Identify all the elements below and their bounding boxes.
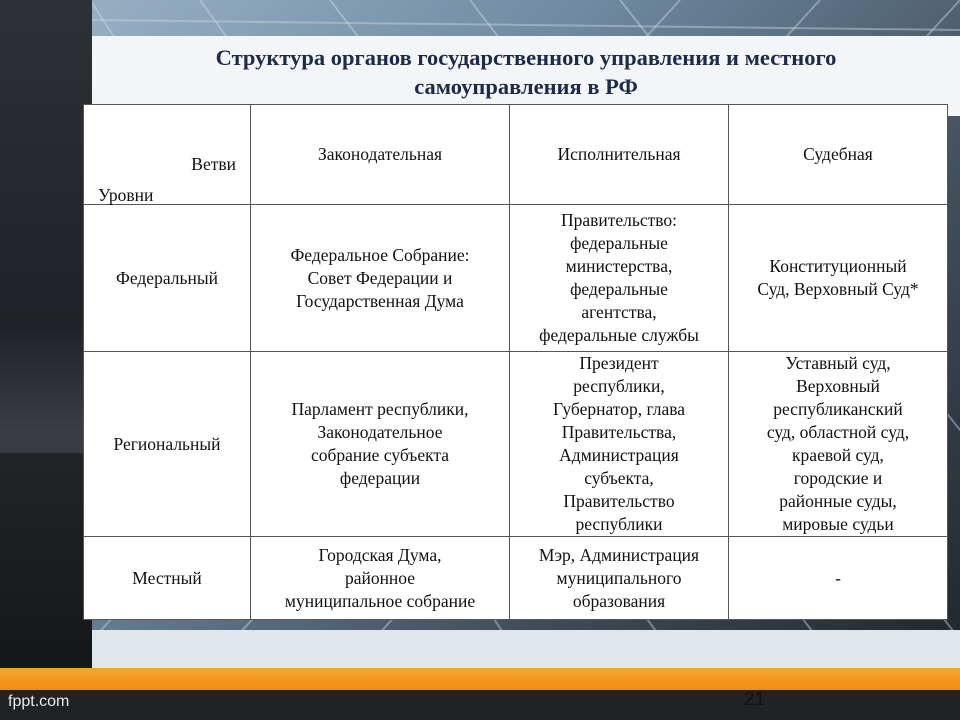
cell-line: республики bbox=[575, 514, 663, 534]
cell-line: мировые судьи bbox=[782, 514, 894, 534]
corner-levels-label: Уровни bbox=[98, 185, 154, 205]
slide-title bbox=[92, 36, 960, 101]
cell-line: Правительство: bbox=[560, 210, 678, 230]
executive-cell bbox=[510, 205, 729, 352]
executive-cell bbox=[510, 537, 729, 620]
table-header-row bbox=[84, 105, 948, 205]
column-header-executive: Исполнительная bbox=[510, 105, 729, 205]
cell-line: республиканский bbox=[773, 399, 903, 419]
cell-line: федеральные службы bbox=[539, 325, 699, 345]
cell-line: районное bbox=[344, 567, 416, 588]
cell-line: министерства, bbox=[565, 256, 673, 276]
column-header-judicial: Судебная bbox=[729, 105, 948, 205]
corner-branches-label: Ветви bbox=[191, 154, 236, 174]
cell-line: суд, областной суд, bbox=[766, 422, 910, 442]
cell-line: Государственная Дума bbox=[296, 290, 464, 311]
table-row bbox=[84, 205, 948, 352]
cell-line: федеральные bbox=[570, 233, 668, 253]
cell-line: муниципальное собрание bbox=[284, 590, 476, 611]
legislative-cell bbox=[251, 205, 510, 352]
judicial-cell bbox=[729, 537, 948, 620]
cell-line: Администрация bbox=[559, 445, 679, 465]
cell-line: Законодательное bbox=[317, 422, 443, 442]
cell-line: Федеральное Собрание: bbox=[290, 244, 470, 265]
cell-line: образования bbox=[572, 590, 666, 611]
corner-cell bbox=[84, 105, 251, 205]
footer-brand: fppt.com bbox=[8, 693, 70, 710]
cell-line: Конституционный bbox=[769, 256, 907, 276]
cell-line: краевой суд, bbox=[792, 445, 884, 465]
legislative-cell bbox=[251, 352, 510, 537]
page-number: 21 bbox=[744, 689, 766, 710]
cell-line: Правительства, bbox=[561, 422, 677, 442]
level-cell: Местный bbox=[84, 537, 251, 620]
cell-line: республики, bbox=[573, 376, 665, 396]
cell-line: районные суды, bbox=[779, 491, 897, 511]
level-cell: Региональный bbox=[84, 352, 251, 537]
cell-line: Правительство bbox=[563, 491, 675, 511]
cell-line: Парламент республики, bbox=[291, 399, 469, 419]
left-dark-strip bbox=[0, 0, 92, 720]
cell-line: городские и bbox=[793, 468, 883, 488]
cell-line: федеральные bbox=[570, 279, 668, 299]
table-row bbox=[84, 352, 948, 537]
cell-line: Уставный суд, bbox=[785, 353, 891, 373]
government-structure-table bbox=[83, 104, 948, 620]
orange-stripe bbox=[0, 668, 960, 690]
cell-line: муниципального bbox=[556, 567, 682, 588]
legislative-cell bbox=[251, 537, 510, 620]
cell-line: Президент bbox=[579, 353, 659, 373]
judicial-cell bbox=[729, 352, 948, 537]
cell-line: Суд, Верховный Суд* bbox=[757, 279, 919, 299]
cell-line: агентства, bbox=[581, 302, 657, 322]
cell-line: Совет Федерации и bbox=[307, 267, 453, 288]
level-cell: Федеральный bbox=[84, 205, 251, 352]
cell-line: собрание субъекта bbox=[310, 445, 450, 465]
cell-line: Городская Дума, bbox=[318, 544, 442, 565]
bottom-bar bbox=[0, 690, 960, 720]
judicial-cell bbox=[729, 205, 948, 352]
cell-line: - bbox=[835, 567, 841, 588]
column-header-legislative: Законодательная bbox=[251, 105, 510, 205]
footer-band bbox=[92, 630, 960, 668]
executive-cell bbox=[510, 352, 729, 537]
cell-line: субъекта, bbox=[584, 468, 654, 488]
title-line-2: самоуправления в РФ bbox=[414, 74, 638, 99]
cell-line: Верховный bbox=[796, 376, 880, 396]
title-line-1: Структура органов государственного управления и местного bbox=[215, 45, 837, 70]
table-row bbox=[84, 537, 948, 620]
cell-line: федерации bbox=[339, 468, 421, 488]
cell-line: Губернатор, глава bbox=[552, 399, 686, 419]
cell-line: Мэр, Администрация bbox=[538, 544, 700, 565]
